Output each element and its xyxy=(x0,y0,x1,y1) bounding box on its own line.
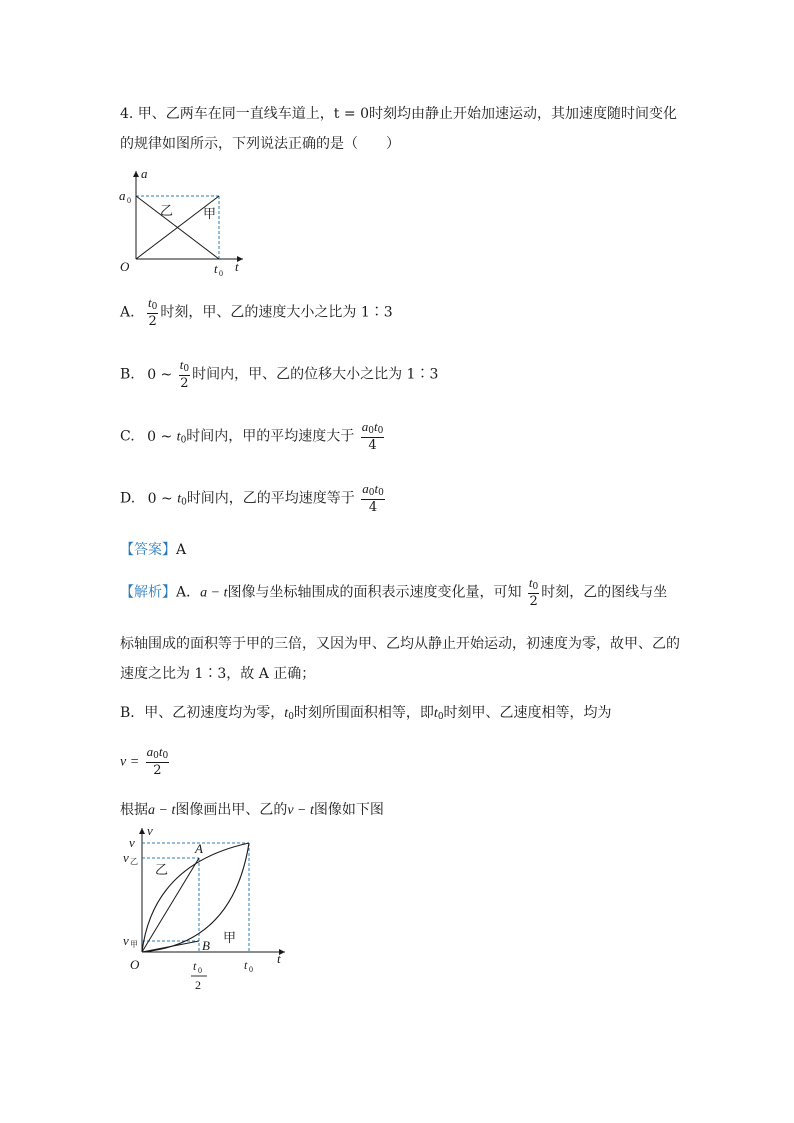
frac-num-a: a xyxy=(362,481,369,496)
jia-curve-label: 甲 xyxy=(223,930,237,945)
frac-num-a-sub: 0 xyxy=(368,426,374,436)
frac-den: 4 xyxy=(368,438,377,454)
option-c-label: C. xyxy=(120,428,135,445)
frac-num-t: t xyxy=(158,744,163,759)
a0-sub: 0 xyxy=(127,196,131,205)
frac-num-sub: 0 xyxy=(532,582,539,592)
point-b-label: B xyxy=(202,938,210,953)
frac-num-a: a xyxy=(361,419,369,434)
frac-num-sub: 0 xyxy=(151,302,158,312)
option-d-label: D. xyxy=(120,490,136,507)
option-d-t-sub: 0 xyxy=(181,497,187,508)
analysis-text: 时刻所围面积相等，即 xyxy=(293,705,434,721)
frac-num-t: t xyxy=(373,419,378,434)
analysis-math: a − t xyxy=(148,803,176,818)
option-a-label: A. xyxy=(120,304,135,321)
frac-num: t xyxy=(528,575,533,590)
answer-line xyxy=(120,539,186,559)
option-c-fraction xyxy=(361,420,385,453)
analysis-text: 图像如下图 xyxy=(313,802,384,818)
frac-den: 2 xyxy=(148,314,157,330)
option-a-text: 时刻，甲、乙的速度大小之比为 1∶3 xyxy=(160,304,393,321)
frac-num-t-sub: 0 xyxy=(162,751,169,761)
analysis-text: 时刻，乙的图线与坐 xyxy=(541,584,668,601)
t0-sub: 0 xyxy=(249,965,253,974)
option-d xyxy=(120,482,387,515)
yi-label: 乙 xyxy=(160,203,174,218)
v-equals: v = xyxy=(120,754,140,770)
v-jia-label: v xyxy=(123,933,129,948)
analysis-line-1 xyxy=(120,576,667,609)
yi-curve-label: 乙 xyxy=(155,862,169,877)
analysis-text: A． xyxy=(176,584,201,601)
answer-tag: 【答案】 xyxy=(120,542,176,558)
point-a-label: A xyxy=(195,841,203,856)
option-c-pre: 0 ~ xyxy=(147,428,173,445)
answer-value: A xyxy=(176,542,187,558)
analysis-math: v − t xyxy=(287,803,314,818)
frac-den: 4 xyxy=(368,500,378,516)
t-axis-label: t xyxy=(277,951,281,966)
option-c-t: t xyxy=(176,429,181,445)
frac-num: t xyxy=(179,357,184,372)
analysis-t0: t xyxy=(433,706,438,721)
analysis-text: 图像与坐标轴围成的面积表示速度变化量，可知 xyxy=(227,584,522,601)
analysis-text: 根据 xyxy=(120,802,148,818)
velocity-equation xyxy=(120,745,171,778)
velocity-fraction xyxy=(146,745,170,778)
option-b-label: B. xyxy=(120,366,135,383)
option-b-pre: 0 ~ xyxy=(147,366,173,383)
frac-num-t-sub: 0 xyxy=(377,426,384,436)
analysis-fraction xyxy=(528,576,539,609)
origin-label: O xyxy=(120,259,130,274)
analysis-line-3: 速度之比为 1∶3，故 A 正确； xyxy=(120,666,316,682)
frac-num-t: t xyxy=(374,481,379,496)
option-a-fraction xyxy=(147,296,158,329)
t0-label: t xyxy=(244,958,248,972)
origin-label: O xyxy=(130,957,140,972)
analysis-text: 时刻甲、乙速度相等，均为 xyxy=(443,705,612,721)
v-yi-label: v xyxy=(123,850,129,865)
t0-label: t xyxy=(214,261,218,276)
frac-num-t-sub: 0 xyxy=(378,488,384,498)
analysis-line-5 xyxy=(120,799,384,819)
option-b xyxy=(120,358,438,391)
analysis-tag: 【解析】 xyxy=(120,584,176,601)
v-yi-sub: 乙 xyxy=(130,857,138,866)
half-t0-den: 2 xyxy=(195,978,201,992)
option-d-fraction xyxy=(361,482,385,515)
question-line-2: 的规律如图所示，下列说法正确的是（ ） xyxy=(120,136,400,152)
option-c xyxy=(120,420,386,453)
option-c-t-sub: 0 xyxy=(180,435,187,446)
half-t0-num-sub: 0 xyxy=(198,966,202,975)
velocity-time-graph xyxy=(115,822,295,994)
analysis-text: 图像画出甲、乙的 xyxy=(175,802,288,818)
option-c-text: 时间内，甲的平均速度大于 xyxy=(186,428,355,445)
analysis-line-4 xyxy=(120,702,612,722)
analysis-t0: t xyxy=(284,706,289,721)
chord-OB xyxy=(142,941,199,952)
frac-den: 2 xyxy=(529,594,538,610)
frac-num-a-sub: 0 xyxy=(153,751,159,761)
v-jia-sub: 甲 xyxy=(130,940,138,949)
analysis-t0-sub: 0 xyxy=(437,712,444,722)
frac-num: t xyxy=(148,295,152,310)
frac-num-a-sub: 0 xyxy=(368,488,375,498)
v-axis-label: v xyxy=(147,823,153,838)
analysis-math: a − t xyxy=(200,585,228,601)
t0-sub: 0 xyxy=(219,269,223,278)
analysis-t0-sub: 0 xyxy=(288,712,294,722)
half-t0-num: t xyxy=(193,959,197,973)
option-b-text: 时间内，甲、乙的位移大小之比为 1∶3 xyxy=(192,366,439,383)
frac-num-sub: 0 xyxy=(183,364,190,374)
v-label: v xyxy=(129,835,135,850)
option-d-t: t xyxy=(177,491,182,507)
option-d-pre: 0 ~ xyxy=(147,490,173,507)
analysis-text: B．甲、乙初速度均为零， xyxy=(120,705,285,721)
analysis-line-2: 标轴围成的面积等于甲的三倍，又因为甲、乙均从静止开始运动，初速度为零，故甲、乙的 xyxy=(120,636,680,652)
frac-num-a: a xyxy=(146,744,154,759)
acceleration-time-graph xyxy=(115,165,255,280)
t-axis-label: t xyxy=(235,259,239,274)
a0-label: a xyxy=(119,188,126,203)
option-b-fraction xyxy=(179,358,190,391)
jia-label: 甲 xyxy=(203,206,217,221)
frac-den: 2 xyxy=(180,376,189,392)
option-a xyxy=(120,296,393,329)
frac-den: 2 xyxy=(153,763,162,779)
option-d-text: 时间内，乙的平均速度等于 xyxy=(186,490,355,507)
a-axis-label: a xyxy=(141,166,148,181)
question-line-1: 4. 甲、乙两车在同一直线车道上，t = 0时刻均由静止开始加速运动，其加速度随时间变化 xyxy=(120,106,677,122)
